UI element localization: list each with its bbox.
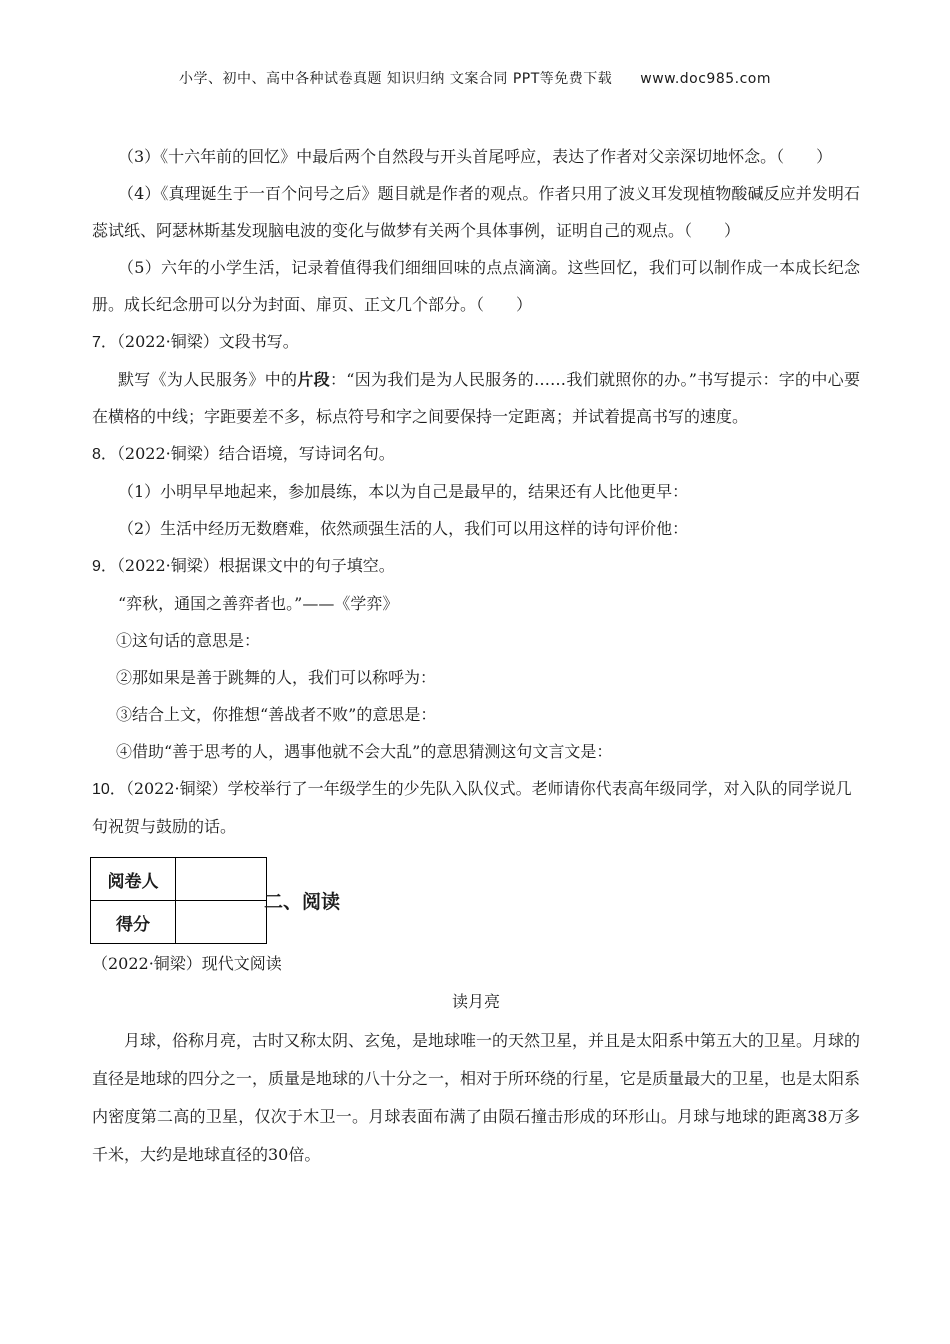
- question-9-4: ④借助“善于思考的人，遇事他就不会大乱”的意思猜测这句文言文是：: [116, 742, 613, 761]
- question-8-title: （2022·铜梁）结合语境，写诗词名句。: [116, 444, 395, 463]
- question-9-2: ②那如果是善于跳舞的人，我们可以称呼为：: [116, 668, 437, 687]
- question-6-3: （3）《十六年前的回忆》中最后两个自然段与开头首尾呼应，表达了作者对父亲深切地怀念。（ ）: [118, 147, 833, 166]
- grader-label: 阅卷人: [91, 858, 176, 901]
- question-10-number: 10．: [92, 781, 126, 798]
- question-7-body: [92, 361, 860, 435]
- score-cell[interactable]: [176, 901, 267, 944]
- question-9-number: 9．: [92, 558, 117, 575]
- question-9-header: [92, 547, 860, 585]
- score-label: 得分: [91, 901, 176, 944]
- section-title: 二、阅读: [264, 891, 341, 913]
- question-7-header: [92, 323, 860, 361]
- question-7-number: 7．: [92, 334, 117, 351]
- question-8-2: （2）生活中经历无数磨难，依然顽强生活的人，我们可以用这样的诗句评价他：: [118, 519, 689, 538]
- question-8-header: [92, 435, 860, 473]
- question-9-quote: “弈秋，通国之善弈者也。”——《学弈》: [118, 594, 399, 613]
- question-10-text: （2022·铜梁）学校举行了一年级学生的少先队入队仪式。老师请你代表高年级同学，对入队的同学说几句祝贺与鼓励的话。: [92, 779, 852, 836]
- header-text: 小学、初中、高中各种试卷真题 知识归纳 文案合同 PPT等免费下载: [178, 71, 613, 87]
- question-7-title: （2022·铜梁）文段书写。: [116, 332, 299, 351]
- header-url[interactable]: www.doc985.com: [640, 71, 772, 87]
- article-title: 读月亮: [451, 992, 500, 1011]
- question-10: [92, 770, 860, 845]
- grader-cell[interactable]: [176, 858, 267, 901]
- article-paragraph-1: 月球，俗称月亮，古时又称太阴、玄兔，是地球唯一的天然卫星，并且是太阳系中第五大的卫星。月球的直径是地球的四分之一，质量是地球的八十分之一，相对于所环绕的行星，它是质量最大的卫星，也是太阳系内密度第二高的卫星，仅次于木卫一。月球表面布满了由陨石撞击形成的环形山。月球与地球的距离38万多千米，大约是地球直径的30倍。: [92, 1031, 861, 1164]
- score-section: [92, 857, 860, 945]
- question-8-number: 8．: [92, 446, 117, 463]
- page-header: [0, 68, 950, 88]
- question-9-1: ①这句话的意思是：: [116, 631, 261, 650]
- question-6-5: （5）六年的小学生活，记录着值得我们细细回味的点点滴滴。这些回忆，我们可以制作成一本成长纪念册。成长纪念册可以分为封面、扉页、正文几个部分。（ ）: [92, 258, 860, 314]
- question-6-4: （4）《真理诞生于一百个问号之后》题目就是作者的观点。作者只用了波义耳发现植物酸碱反应并发明石蕊试纸、阿瑟林斯基发现脑电波的变化与做梦有关两个具体事例，证明自己的观点。（ ）: [92, 184, 860, 240]
- question-7-text-b: ：“因为我们是为人民服务的……我们就照你的办。”书写提示：字的中心要在横格的中线；字距要差不多，标点符号和字之间要保持一定距离；并试着提高书写的速度。: [92, 370, 860, 426]
- question-7-bold: 片段: [297, 370, 330, 389]
- score-table: [90, 857, 267, 944]
- reading-source: （2022·铜梁）现代文阅读: [92, 954, 282, 973]
- question-9-3: ③结合上文，你推想“善战者不败”的意思是：: [116, 705, 437, 724]
- question-8-1: （1）小明早早地起来，参加晨练，本以为自己是最早的，结果还有人比他更早：: [118, 482, 689, 501]
- document-body: [92, 138, 860, 1174]
- question-9-title: （2022·铜梁）根据课文中的句子填空。: [116, 556, 395, 575]
- question-7-text-a: 默写《为人民服务》中的: [118, 370, 298, 389]
